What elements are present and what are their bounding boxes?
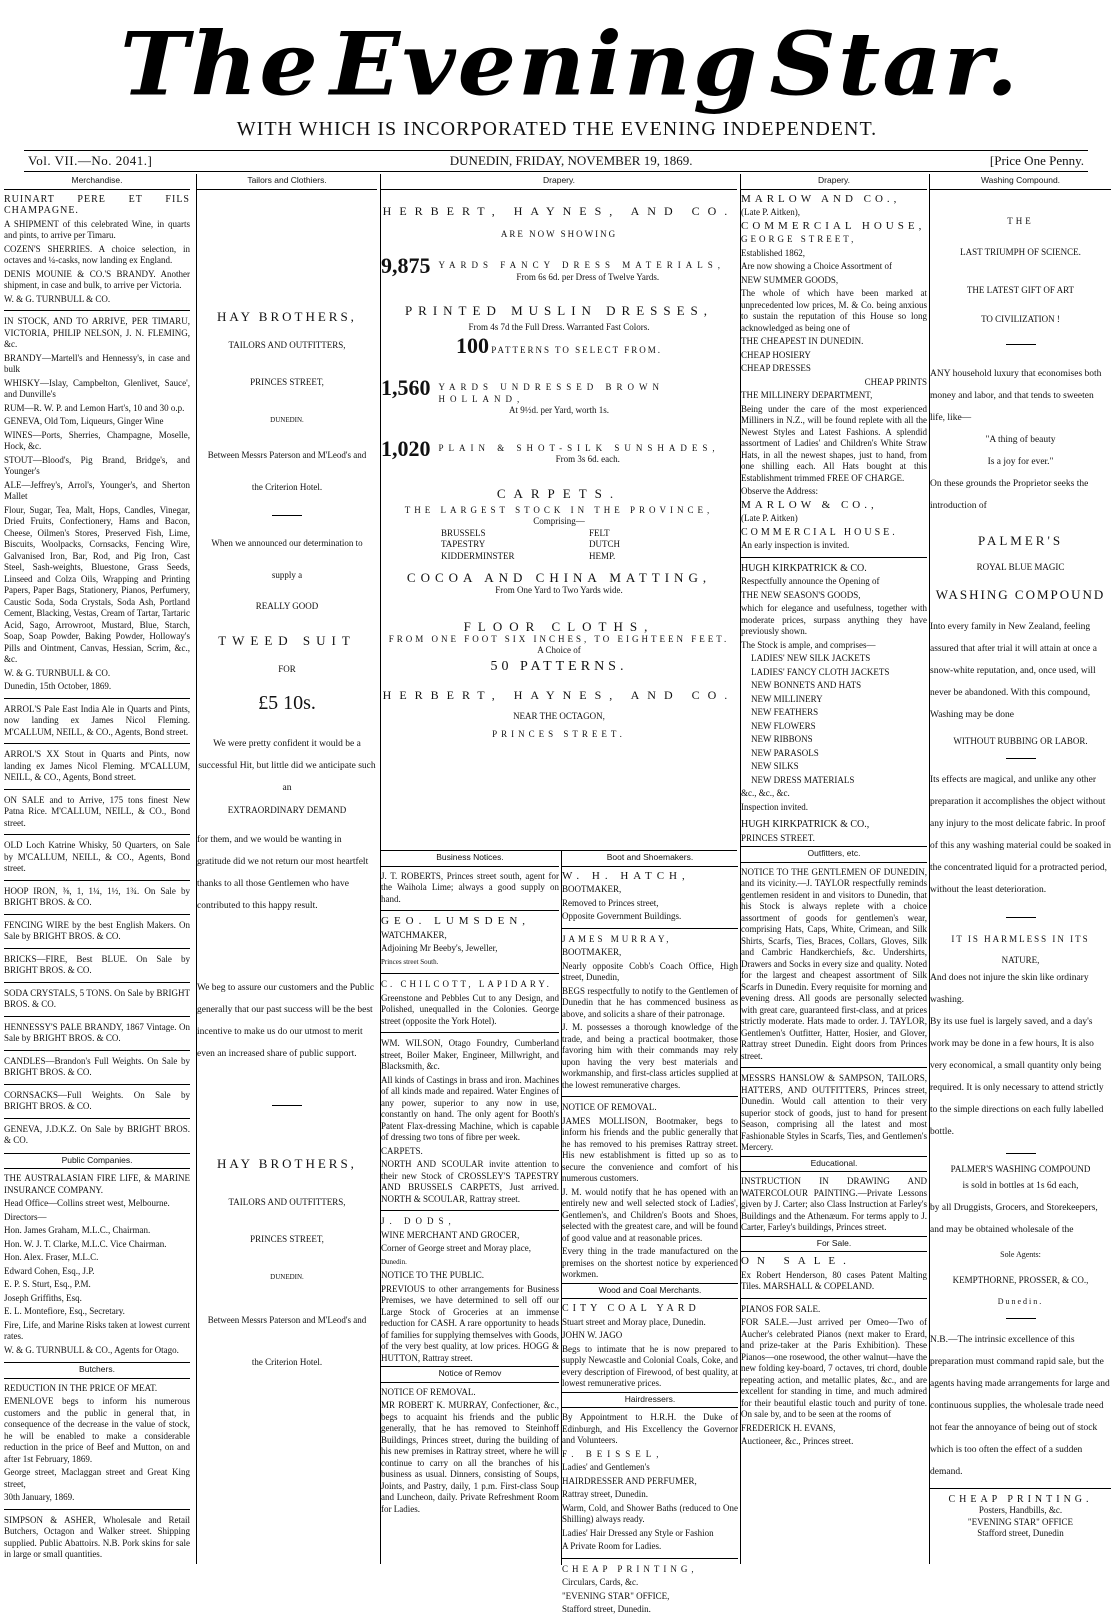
stock-line: ALE—Jeffrey's, Arrol's, Younger's, and Sherton Mallet xyxy=(4,479,190,501)
body-text: REALLY GOOD xyxy=(255,601,319,611)
divider xyxy=(4,789,190,790)
ad-headline: JAMES MURRAY, xyxy=(562,933,672,944)
body-text: EXTRAORDINARY DEMAND xyxy=(227,805,347,815)
item-note: From 6s 6d. per Dress of Twelve Yards. xyxy=(516,271,660,282)
item-title: PATTERNS TO SELECT FROM. xyxy=(491,344,662,355)
section-heading: Outfitters, etc. xyxy=(741,846,927,863)
ad-text: EMENLOVE begs to inform his numerous customers and the public in general that, in consequence of the decrease in the value of stock, he will be enabled to make a considerable reduction in the price of Beef and Mutton, on and after 1st February, 1869. xyxy=(4,1396,190,1464)
ad-headline: GEO. LUMSDEN, xyxy=(381,915,531,927)
ad-text: SIMPSON & ASHER, Wholesale and Retail Butchers, Octagon and Walker street. Shipping supplied. Public Abattoirs. N.B. Pork skins for sale in large or small quantities. xyxy=(4,1514,190,1559)
quote-line: "A thing of beauty xyxy=(985,434,1056,445)
divider xyxy=(4,1509,190,1510)
ad-headline: THE xyxy=(1007,215,1034,226)
product-name: ROYAL BLUE MAGIC xyxy=(976,561,1065,572)
business-notices xyxy=(381,851,559,1565)
column-drapery-2 xyxy=(740,174,927,1564)
stock-line: WHISKY—Islay, Campbelton, Glenlivet, Sauce', and Dunville's xyxy=(4,377,190,399)
ad-headline: F. BEISSEL, xyxy=(562,1448,664,1459)
list-item: NEW DRESS MATERIALS xyxy=(751,774,855,785)
drapery-item xyxy=(381,332,737,358)
boot-and-shoemakers xyxy=(561,851,738,1614)
ad-text: CANDLES—Brandon's Full Weights. On Sale by BRIGHT BROS. & CO. xyxy=(4,1055,190,1077)
list-item: NEW BONNETS AND HATS xyxy=(751,680,862,690)
section-heading: Educational. xyxy=(741,1156,927,1173)
ad-text: HOOP IRON, ⅜, 1, 1¼, 1½, 1¾. On Sale by BRIGHT BROS. & CO. xyxy=(4,885,190,907)
brand-name: HAY BROTHERS, xyxy=(217,308,357,324)
volume-number: Vol. VII.—No. 2041.] xyxy=(28,153,153,168)
item-note: At 9½d. per Yard, worth 1s. xyxy=(509,405,609,415)
carpet-type: DUTCH xyxy=(589,539,620,549)
ad-text: Every thing in the trade manufactured on the premises on the shortest notice by experienced workmen. xyxy=(562,1246,738,1279)
ad-text: BEGS respectfully to notify to the Gentlemen of Dunedin that he has commenced business as above, and solicits a share of their patronage. xyxy=(562,985,738,1019)
body-text: Into every family in New Zealand, feeling assured that after trial it will attain at once a snow-white reputation, and, once used, will never be abandoned. With this compound, Washing may be done xyxy=(930,622,1097,720)
brand-line: TAILORS AND OUTFITTERS, xyxy=(228,1196,346,1207)
item-title: PLAIN & SHOT-SILK SUNSHADES, xyxy=(438,442,720,453)
column-tailors xyxy=(196,174,377,1564)
divider xyxy=(741,1298,927,1299)
list-item: NEW SILKS xyxy=(751,761,799,771)
divider xyxy=(1006,344,1036,345)
carpet-list-left xyxy=(441,528,529,563)
address-line: the Criterion Hotel. xyxy=(251,1356,323,1367)
ad-headline: PIANOS FOR SALE. xyxy=(741,1303,821,1314)
divider xyxy=(272,1105,302,1106)
brand-line: DUNEDIN. xyxy=(270,415,304,424)
divider xyxy=(4,1016,190,1017)
section-heading: Business Notices. xyxy=(381,851,559,867)
ad-headline: J. DODS, xyxy=(381,1216,456,1226)
column-merchandise xyxy=(4,174,190,1564)
body-text: On these grounds the Proprietor seeks the introduction of xyxy=(930,478,1089,511)
list-item: NEW RIBBONS xyxy=(751,734,813,744)
body-text: We were pretty confident it would be a successful Hit, but little did we anticipate such an xyxy=(198,739,376,793)
ad-headline: CARPETS. xyxy=(496,485,622,501)
ad-headline: TO CIVILIZATION ! xyxy=(981,314,1060,324)
ad-text: Ex Robert Henderson, 80 cases Patent Malting Tiles. MARSHALL & COPELAND. xyxy=(741,1269,927,1291)
ad-headline: FLOOR CLOTHS, xyxy=(463,618,655,634)
item-quantity: 9,875 xyxy=(381,253,431,278)
ad-text: COZEN'S SHERRIES. A choice selection, in octaves and ¼-casks, now landing ex England. xyxy=(4,243,190,265)
ad-text: "EVENING STAR" OFFICE, xyxy=(562,1590,670,1601)
ad-headline: NOTICE OF REMOVAL. xyxy=(381,1386,476,1397)
ad-headline: REDUCTION IN THE PRICE OF MEAT. xyxy=(4,1382,158,1393)
divider xyxy=(4,880,190,881)
agents-location: Dunedin. xyxy=(997,1297,1044,1306)
ad-text: MESSRS HANSLOW & SAMPSON, TAILORS, HATTERS, AND OUTFITTERS, Princes street, Dunedin. Would call attention to their very superior stock of goods, just to hand for present Season, comprising all the latest and most Fashionable Styles in Scarfs, Ties, and Gentlemen's Mercery. xyxy=(741,1073,927,1152)
ad-text: Observe the Address: xyxy=(741,486,818,496)
body-text: FOR xyxy=(278,663,296,674)
ad-text: Begs to intimate that he is now prepared to supply Newcastle and Colonial Coals, Coke, and every description of Firewood, of best quality, at lowest remunerative prices. xyxy=(562,1343,738,1388)
divider xyxy=(4,310,190,311)
dateline-bar xyxy=(24,150,1088,172)
ad-headline: 50 PATTERNS. xyxy=(490,658,628,674)
ad-text: ON SALE and to Arrive, 175 tons finest New Patna Rice. M'CALLUM, NEILL, & CO., Bond street. xyxy=(4,794,190,828)
divider xyxy=(4,982,190,983)
divider xyxy=(272,515,302,516)
company-line: W. & G. TURNBULL & CO., Agents for Otago. xyxy=(4,1344,179,1355)
company-line: Hon. Alex. Fraser, M.L.C. xyxy=(4,1252,99,1262)
list-item: NEW FEATHERS xyxy=(751,707,819,717)
stock-line: BRANDY—Martell's and Hennessy's, in case and bulk xyxy=(4,352,190,374)
ad-text: CHEAP HOSIERY xyxy=(741,349,811,360)
quote-line: Is a joy for ever." xyxy=(987,456,1054,467)
ad-text: Nearly opposite Cobb's Coach Office, High street, Dunedin, xyxy=(562,960,738,982)
ad-text: All kinds of Castings in brass and iron. Machines of all kinds made and repaired. Water Engines of any power, superior to any now in use, constantly on hand. The only agent for Booth's Patent Flax-dressing Machine, which is capable of dressing two tons of fibre per week. xyxy=(381,1074,559,1142)
ad-text: Corner of George street and Moray place, xyxy=(381,1243,532,1253)
ad-text: "EVENING STAR" OFFICE xyxy=(967,1516,1074,1527)
ad-headline: THE MILLINERY DEPARTMENT, xyxy=(741,390,873,400)
ad-headline: NEW SUMMER GOODS, xyxy=(741,274,839,285)
ad-headline: W. H. HATCH, xyxy=(562,869,690,882)
ad-text: ARE NOW SHOWING xyxy=(500,228,618,239)
divider xyxy=(381,910,559,911)
ad-headline: RUINART PERE ET FILS CHAMPAGNE. xyxy=(4,193,190,216)
ad-headline: CHEAP PRINTING. xyxy=(948,1493,1093,1505)
ad-text: Posters, Handbills, &c. xyxy=(978,1505,1063,1515)
divider xyxy=(381,973,559,974)
ad-text: J. M. would notify that he has opened with an entirely new and well selected stock of Ladies', Gentlemen's, and Children's Boots and Shoes, selected with the greatest care, and will be found of good value and at reasonable prices. xyxy=(562,1186,738,1243)
company-line: Fire, Life, and Marine Risks taken at lowest current rates. xyxy=(4,1319,190,1341)
section-heading: Public Companies. xyxy=(4,1153,190,1170)
ad-text: Dunedin. xyxy=(381,1257,407,1266)
ad-text: Stafford street, Dunedin xyxy=(977,1528,1064,1538)
firm-name: HERBERT, HAYNES, AND CO. xyxy=(382,688,736,702)
divider xyxy=(381,1210,559,1211)
list-item: LADIES' FANCY CLOTH JACKETS xyxy=(751,666,890,677)
company-line: Joseph Griffiths, Esq. xyxy=(4,1292,82,1303)
ad-text: FREDERICK H. EVANS, xyxy=(741,1422,836,1433)
stock-line: WINES—Ports, Sherries, Champagne, Moselle, Hock, &c. xyxy=(4,429,190,451)
ad-text: Respectfully announce the Opening of xyxy=(741,576,880,586)
ad-text: Warm, Cold, and Shower Baths (reduced to One Shilling) always ready. xyxy=(562,1502,738,1524)
divider xyxy=(4,1050,190,1051)
ad-text: A SHIPMENT of this celebrated Wine, in quarts and pints, to arrive per Timaru. xyxy=(4,218,190,240)
ad-text: Inspection invited. xyxy=(741,801,808,812)
ad-text: Circulars, Cards, &c. xyxy=(562,1577,639,1587)
list-item: LADIES' NEW SILK JACKETS xyxy=(751,653,871,663)
company-line: Directors— xyxy=(4,1211,47,1222)
issue-price: [Price One Penny. xyxy=(989,153,1084,168)
ad-headline: NOTICE TO THE PUBLIC. xyxy=(381,1270,485,1280)
item-title: PRINTED MUSLIN DRESSES, xyxy=(404,303,714,318)
divider xyxy=(1006,917,1036,918)
ad-text: Comprising— xyxy=(533,516,585,526)
body-text: By its use fuel is largely saved, and a day's work may be done in a few hours, It is also very economical, a small quantity only being required. It is only necessary to attend strictly to the simple directions on each fully labelled bottle. xyxy=(930,1016,1104,1137)
divider xyxy=(1006,1318,1036,1319)
list-item: NEW FLOWERS xyxy=(751,720,816,731)
item-note: From 4s 7d the Full Dress. Warranted Fast Colors. xyxy=(468,322,650,332)
stock-line: GENEVA, Old Tom, Liqueurs, Ginger Wine xyxy=(4,416,164,426)
body-text: We beg to assure our customers and the Public generally that our past success will be the best incentive to make us do our utmost to merit even an increased share of public support. xyxy=(197,982,375,1059)
divider xyxy=(4,743,190,744)
ad-text: PREVIOUS to other arrangements for Business Premises, we have determined to sell off our Large Stock of Groceries at an immense reduction for CASH. A rare opportunity to heads of families for supplying themselves with Goods, of the very best quality, at low prices. HOGG & HUTTON, Rattray street. xyxy=(381,1283,559,1363)
address-line: Between Messrs Paterson and M'Leod's and xyxy=(207,450,367,460)
ad-text: Stafford street, Dunedin. xyxy=(562,1604,651,1614)
product-price: £5 10s. xyxy=(258,692,316,714)
ad-text: ARROL'S Pale East India Ale in Quarts and Pints, now landing ex James Nicol Fleming. M'CALLUM, NEILL, & CO., Agents, Bond street. xyxy=(4,703,190,737)
brand-line: DUNEDIN. xyxy=(270,1272,304,1281)
firm-name: HUGH KIRKPATRICK & CO., xyxy=(741,819,870,830)
divider xyxy=(1006,758,1036,759)
ad-text: WATCHMAKER, xyxy=(381,929,447,940)
ad-text: WM. WILSON, Otago Foundry, Cumberland street, Boiler Maker, Engineer, Millwright, and Blacksmith, &c. xyxy=(381,1038,559,1071)
product-brand: PALMER'S xyxy=(977,532,1064,548)
ad-text: Being under the care of the most experienced Milliners in N.Z., will be found replete with all the Newest Styles and Latest Fashions. A splendid assortment of Ladies' and Children's White Straw Hats, in all the newest shapes, just to hand, from one shilling each. All Hats bought at this Establishment trimmed FREE OF CHARGE. xyxy=(741,403,927,483)
ad-text: WINE MERCHANT AND GROCER, xyxy=(381,1229,520,1240)
divider xyxy=(4,948,190,949)
firm-name: HERBERT, HAYNES, AND CO. xyxy=(382,203,736,218)
ad-text: Adjoining Mr Beeby's, Jeweller, xyxy=(381,943,498,953)
ad-text: CHEAP PRINTS xyxy=(864,376,927,387)
ad-text: Ladies' and Gentlemen's xyxy=(562,1462,650,1472)
body-text: is sold in bottles at 1s 6d each, xyxy=(962,1181,1079,1191)
divider xyxy=(741,557,927,558)
ad-text: which for elegance and usefulness, together with moderate prices, surpass anything they have previously shown. xyxy=(741,603,927,636)
column-drapery xyxy=(380,174,738,1614)
ad-headline: COCOA AND CHINA MATTING, xyxy=(406,570,712,585)
ad-text: Removed to Princes street, xyxy=(562,897,659,908)
ad-headline: CARPETS. xyxy=(381,1145,423,1156)
carpet-type: KIDDERMINSTER xyxy=(441,550,515,561)
section-heading: Drapery. xyxy=(381,174,737,190)
list-item: NEW PARASOLS xyxy=(751,747,819,758)
divider xyxy=(4,1118,190,1119)
section-heading: Notice of Remov xyxy=(381,1366,559,1383)
column-washing-compound xyxy=(929,174,1111,1564)
ad-text: NEAR THE OCTAGON, xyxy=(513,711,605,721)
section-heading: Drapery. xyxy=(741,174,927,190)
carpet-list-right xyxy=(529,528,677,563)
carpet-type: HEMP. xyxy=(589,550,616,561)
brand-line: PRINCES STREET, xyxy=(250,377,324,387)
ad-text: PRINCES STREET. xyxy=(741,832,815,843)
ad-text: ARROL'S XX Stout in Quarts and Pints, now landing ex James Nicol Fleming. M'CALLUM, NEILL, & CO., Agents, Bond street. xyxy=(4,749,190,782)
section-heading: Merchandise. xyxy=(4,174,190,190)
ad-headline: NOTICE OF REMOVAL. xyxy=(562,1102,657,1112)
ad-headline: THE LATEST GIFT OF ART xyxy=(966,284,1075,295)
carpet-type: BRUSSELS xyxy=(441,527,486,538)
ad-text: GENEVA, J.D.K.Z. On Sale by BRIGHT BROS. & CO. xyxy=(4,1123,190,1145)
firm-name: MARLOW AND CO., xyxy=(741,192,901,205)
ad-text: J. T. ROBERTS, Princes street south, agent for the Waihola Lime; always a good supply on hand. xyxy=(381,870,559,904)
body-text: ANY household luxury that economises both money and labor, and that tends to sweeten life, like— xyxy=(930,368,1102,423)
ad-text: NORTH AND SCOULAR invite attention to their new Stock of CROSSLEY'S TAPESTRY AND BRUSSELS CARPETS, Just arrived. NORTH & SCOULAR, Rattray street. xyxy=(381,1159,559,1204)
divider xyxy=(4,914,190,915)
ad-text: Are now showing a Choice Assortment of xyxy=(741,261,892,271)
ad-text: PRINCES STREET. xyxy=(492,728,626,739)
ad-text: FOR SALE.—Just arrived per Omeo—Two of Aucher's celebrated Pianos (next maker to Erard, and prize-taker at the Paris Exhibition). These Pianos—one rosewood, the other walnut—have the new folding key-board, 7 octaves, tri chord, double repeating action, and metallic plates, &c., and are excellent for standing in time, and much admired for their beautiful elastic touch and purity of tone. On sale by, and to be seen at the rooms of xyxy=(741,1317,927,1419)
section-heading: Tailors and Clothiers. xyxy=(197,174,377,190)
stock-line: STOUT—Blood's, Pig Brand, Bridge's, and Younger's xyxy=(4,454,190,476)
agents-name: KEMPTHORNE, PROSSER, & CO., xyxy=(952,1274,1089,1285)
ad-text: CORNSACKS—Full Weights. On Sale by BRIGHT BROS. & CO. xyxy=(4,1089,190,1111)
section-heading: Butchers. xyxy=(4,1362,190,1379)
ad-headline: CITY COAL YARD xyxy=(562,1303,700,1314)
ad-text: A Private Room for Ladies. xyxy=(562,1541,662,1551)
title-word-2: Evening xyxy=(330,12,760,116)
item-quantity: 1,560 xyxy=(381,375,431,400)
ad-text: Auctioneer, &c., Princes street. xyxy=(741,1436,854,1446)
ad-headline: C. CHILCOTT, LAPIDARY. xyxy=(381,979,552,989)
ad-text: NOTICE TO THE GENTLEMEN OF DUNEDIN, and its vicinity.—J. TAYLOR respectfully reminds gentlemen resident in and visitors to Dunedin, that his Stock is always replete with a choice assortment of goods for gentlemen's wear, comprising Hats, Caps, White, Crimean, and Silk Shirts, Scarfs, Ties, Braces, Collars, Gloves, Silk and Cambric Handkerchiefs, &c. Undershirts, Drawers and Socks in every size and quality. Noted for the largest and cheapest assortment of Silk Scarfs in Dunedin. Every requisite for morning and evening dress. All goods are personally selected with great care, guaranteed first-class, and at prices strictly moderate. Hats made to order. J. TAYLOR, Gentlemen's Outfitter, Hatter, Hosier, and Glover, Rattray street Dunedin. Eight doors from Princes street. xyxy=(741,866,927,1061)
ad-text: (Late P. Aitken) xyxy=(741,513,798,523)
body-text: N.B.—The intrinsic excellence of this preparation must command rapid sale, but the agents having made arrangements for large and continuous supplies, the wholesale trade need not fear the annoyance of being out of stock which is too often the effect of a sudden demand. xyxy=(930,1334,1110,1477)
body-text: supply a xyxy=(271,569,303,580)
ad-text: MR ROBERT K. MURRAY, Confectioner, &c., begs to acquaint his friends and the public generally, that he has removed to Steinhoff Buildings, Princes street, during the building of his new premises in Rattray street, where he will continue to carry on all the branches of his business as usual. Dinners, consisting of Soups, Joints, and Pastry, daily, 1 p.m. First-class Soup and Luncheon, daily. Private Refreshment Room for Ladies. xyxy=(381,1400,559,1514)
item-quantity: 1,020 xyxy=(381,435,431,461)
brand-line: TAILORS AND OUTFITTERS, xyxy=(228,339,346,350)
item-title: YARDS UNDRESSED BROWN HOLLAND, xyxy=(438,382,665,404)
agents-label: Sole Agents: xyxy=(1000,1250,1041,1259)
ad-headline: CHEAP PRINTING, xyxy=(562,1563,698,1574)
ad-text: OLD Loch Katrine Whisky, 50 Quarters, on Sale by M'CALLUM, NEILL, & CO., Agents, Bond street. xyxy=(4,840,190,873)
ad-headline: THE NEW SEASON'S GOODS, xyxy=(741,589,861,600)
item-title: YARDS FANCY DRESS MATERIALS, xyxy=(438,260,726,270)
ad-text: A Choice of xyxy=(537,645,581,655)
ad-text: BOOTMAKER, xyxy=(562,884,622,894)
ad-headline: PALMER'S WASHING COMPOUND xyxy=(950,1163,1091,1174)
ad-text: GEORGE STREET, xyxy=(741,234,857,244)
ad-text: SODA CRYSTALS, 5 TONS. On Sale by BRIGHT BROS. & CO. xyxy=(4,987,190,1009)
ad-date: 30th January, 1869. xyxy=(4,1492,75,1502)
ad-text: INSTRUCTION IN DRAWING AND WATERCOLOUR PAINTING.—Private Lessons given by J. Carter; also Class Instruction at Farley's Buildings and the Athenæum. For terms apply to J. Carter, Farley's buildings, Princes street. xyxy=(741,1176,927,1232)
brand-line: PRINCES STREET, xyxy=(250,1234,324,1244)
ad-text: Stuart street and Moray place, Dunedin. xyxy=(562,1316,706,1327)
body-text: And does not injure the skin like ordinary washing. xyxy=(930,972,1089,1005)
ad-text: Princes street South. xyxy=(381,957,439,966)
ad-headline: NATURE, xyxy=(1001,955,1040,965)
ad-text: HAIRDRESSER AND PERFUMER, xyxy=(562,1475,697,1486)
company-name: THE AUSTRALASIAN FIRE LIFE, & MARINE INSURANCE COMPANY. xyxy=(4,1173,190,1195)
ad-signature: W. & G. TURNBULL & CO. xyxy=(4,293,111,304)
ad-headline: THE LARGEST STOCK IN THE PROVINCE, xyxy=(404,504,714,515)
ad-text: FROM ONE FOOT SIX INCHES, TO EIGHTEEN FEET. xyxy=(388,633,730,644)
column-drapery-lower xyxy=(381,850,738,1614)
masthead xyxy=(0,0,1114,150)
body-text: by all Druggists, Grocers, and Storekeepers, and may be obtained wholesale of the xyxy=(930,1203,1098,1235)
ad-text: By Appointment to H.R.H. the Duke of Edinburgh, and His Excellency the Governor and Volunteers. xyxy=(562,1412,738,1445)
ad-text: DENIS MOUNIE & CO.'S BRANDY. Another shipment, in case and bulk, to arrive per Victoria. xyxy=(4,268,190,290)
ad-text: Opposite Government Buildings. xyxy=(562,911,682,921)
ad-text: &c., &c., &c. xyxy=(741,788,790,798)
product-name: WASHING COMPOUND xyxy=(935,587,1106,602)
ad-headline: LAST TRIUMPH OF SCIENCE. xyxy=(960,247,1081,257)
company-line: Edward Cohen, Esq., J.P. xyxy=(4,1265,95,1276)
ad-headline: COMMERCIAL HOUSE, xyxy=(741,219,926,232)
ad-text: J. M. possesses a thorough knowledge of the trade, and being a practical bootmaker, those favoring him with their commands may rely upon having the very best materials and workmanship, and first-class articles supplied at the lowest remunerative charges. xyxy=(562,1022,738,1090)
item-note: From 3s 6d. each. xyxy=(555,454,620,464)
ad-headline: IT IS HARMLESS IN ITS xyxy=(951,933,1090,944)
ad-signature: W. & G. TURNBULL & CO. xyxy=(4,667,111,678)
divider xyxy=(930,1488,1111,1489)
ad-headline: COMMERCIAL HOUSE. xyxy=(741,526,898,538)
ad-headline: JOHN W. JAGO xyxy=(562,1330,623,1340)
section-heading: Wood and Coal Merchants. xyxy=(562,1283,738,1300)
divider xyxy=(562,928,738,929)
ad-text: The whole of which have been marked at unprecedented low prices, M. & Co. being anxious to sustain the reputation of this House so long acknowledged as being one of xyxy=(741,288,927,333)
ad-text: HENNESSY'S PALE BRANDY, 1867 Vintage. On Sale by BRIGHT BROS. & CO. xyxy=(4,1021,190,1043)
section-heading: Washing Compound. xyxy=(930,174,1111,190)
title-word-1: The xyxy=(120,12,320,116)
company-line: Hon. W. J. T. Clarke, M.L.C. Vice Chairman. xyxy=(4,1238,167,1249)
body-text: When we announced our determination to xyxy=(211,538,363,548)
ad-text: FENCING WIRE by the best English Makers. On Sale by BRIGHT BROS. & CO. xyxy=(4,919,190,941)
title-word-3: Star. xyxy=(769,12,1020,116)
carpet-type: FELT xyxy=(589,527,610,538)
stock-list: Flour, Sugar, Tea, Malt, Hops, Candles, Vinegar, Dried Fruits, Confectionery, Hams and Bacon, Cheese, Oilmen's Stores, Preserved Fish, Lime, Biscuits, Woolpacks, Cornsacks, Fencing Wire, Galvanised Iron, Bar, Rod, and Pig Iron, Cast Steel, Sash-weights, Bluestone, Grass Seeds, Linseed and Colza Oils, Wrapping and Printing Papers, Paper Bags, Stationery, Pianos, Perfumery, Caustic Soda, Soda Crystals, Soda Ash, Portland Cement, Blacking, Vestas, Cream of Tartar, Tartaric Acid, Sago, Arrowroot, Mustard, Blue, Starch, Soap, Soap Powder, Baking Powder, Holloway's Pills and Ointment, Canvas, Hessian, Scrim, &c., &c. xyxy=(4,504,190,664)
divider xyxy=(1006,1153,1036,1154)
firm-name: MARLOW & CO., xyxy=(741,498,878,511)
product-name: TWEED SUIT xyxy=(218,632,356,648)
divider xyxy=(562,1096,738,1097)
ad-date: Dunedin, 15th October, 1869. xyxy=(4,681,112,691)
ad-text: BRICKS—FIRE, Best BLUE. On Sale by BRIGHT BROS. & CO. xyxy=(4,953,190,975)
newspaper-title xyxy=(120,14,1020,114)
ad-text: The Stock is ample, and comprises— xyxy=(741,639,876,650)
divider xyxy=(562,1558,738,1559)
company-line: E. P. S. Sturt, Esq., P.M. xyxy=(4,1279,91,1289)
section-heading: Hairdressers. xyxy=(562,1392,738,1409)
ad-headline: WITHOUT RUBBING OR LABOR. xyxy=(953,736,1088,746)
ad-text: George street, Maclaggan street and Great King street, xyxy=(4,1467,190,1489)
body-text: Its effects are magical, and unlike any other preparation it accomplishes the object without any injury to the most delicate fabric. In proof of this any washing material could be soaked in the concentrated liquid for a protracted period, without the least deterioration. xyxy=(930,774,1111,895)
ad-headline: THE CHEAPEST IN DUNEDIN. xyxy=(741,336,864,346)
list-item: NEW MILLINERY xyxy=(751,693,823,704)
carpet-list xyxy=(381,528,737,563)
ad-text: Rattray street, Dunedin. xyxy=(562,1489,648,1499)
company-line: E. L. Montefiore, Esq., Secretary. xyxy=(4,1306,125,1316)
divider xyxy=(741,1067,927,1068)
newspaper-subtitle: WITH WHICH IS INCORPORATED THE EVENING INDEPENDENT. xyxy=(236,118,878,140)
stock-line: RUM—R. W. P. and Lemon Hart's, 10 and 30 o.p. xyxy=(4,402,185,413)
ad-headline: IN STOCK, AND TO ARRIVE, PER TIMARU, VICTORIA, PHILIP NELSON, J. N. FLEMING, &c. xyxy=(4,316,190,349)
firm-name: HUGH KIRKPATRICK & CO. xyxy=(741,562,867,574)
issue-date: DUNEDIN, FRIDAY, NOVEMBER 19, 1869. xyxy=(449,153,693,168)
section-heading: Boot and Shoemakers. xyxy=(562,851,738,867)
company-line: Hon. James Graham, M.L.C., Chairman. xyxy=(4,1225,151,1235)
company-line: Head Office—Collins street west, Melbourne. xyxy=(4,1198,170,1208)
section-heading: For Sale. xyxy=(741,1236,927,1253)
ad-text: Greenstone and Pebbles Cut to any Design, and Polished, unequalled in the Colonies. George street (opposite the York Hotel). xyxy=(381,992,559,1026)
item-quantity: 100 xyxy=(456,332,490,358)
divider xyxy=(4,698,190,699)
ad-text: CHEAP DRESSES xyxy=(741,363,811,373)
body-text: for them, and we would be wanting in gratitude did we not return our most heartfelt thanks to all those Gentlemen who have contributed to this happy result. xyxy=(197,834,369,911)
divider xyxy=(381,1032,559,1033)
address-line: Between Messrs Paterson and M'Leod's and xyxy=(207,1315,367,1325)
ad-text: Ladies' Hair Dressed any Style or Fashion xyxy=(562,1527,714,1538)
ad-text: BOOTMAKER, xyxy=(562,947,622,957)
ad-text: An early inspection is invited. xyxy=(741,540,850,550)
carpet-type: TAPESTRY xyxy=(441,539,486,549)
ad-text: Established 1862, xyxy=(741,247,805,258)
drapery-item xyxy=(381,376,737,405)
divider xyxy=(4,834,190,835)
divider xyxy=(4,1084,190,1085)
ad-text: JAMES MOLLISON, Bootmaker, begs to inform his friends and the public generally that he has removed to his premises Rattray street. His new establishment is fitted up so as to secure the convenience and comfort of his numerous customers. xyxy=(562,1115,738,1183)
ad-text: From One Yard to Two Yards wide. xyxy=(495,585,623,595)
address-line: the Criterion Hotel. xyxy=(251,481,323,492)
ad-headline: ON SALE. xyxy=(741,1255,854,1267)
brand-name: HAY BROTHERS, xyxy=(217,1155,357,1171)
ad-text: (Late P. Aitken), xyxy=(741,207,800,217)
